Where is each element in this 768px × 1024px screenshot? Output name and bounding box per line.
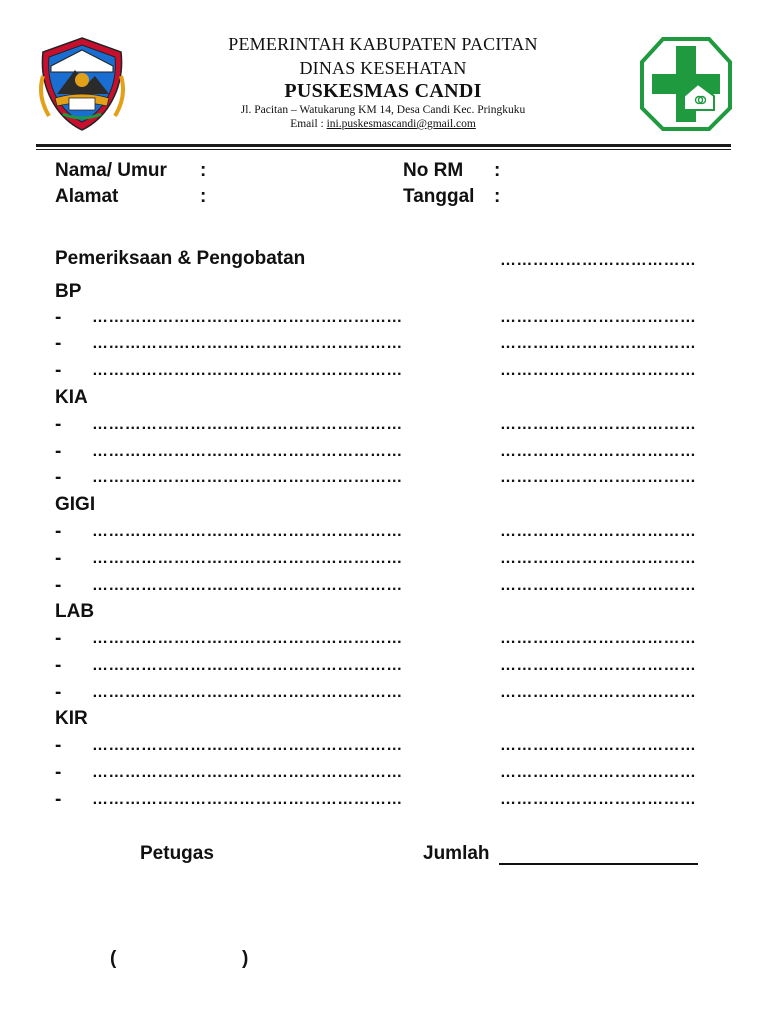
- header-rule-thick: [36, 144, 731, 147]
- kir-row-1-dash: -: [55, 735, 62, 756]
- kia-row-2-item: …………………………………………………: [92, 443, 403, 460]
- kir-row-2-dash: -: [55, 762, 62, 783]
- kir-row-3-dash: -: [55, 789, 62, 810]
- lab-row-1-item: …………………………………………………: [92, 630, 403, 647]
- gigi-row-2-dash: -: [55, 548, 62, 569]
- header-agency: DINAS KESEHATAN: [299, 58, 467, 78]
- lab-row-3-amount: ………………………………: [500, 684, 697, 701]
- gigi-row-3-item: …………………………………………………: [92, 577, 403, 594]
- address-colon: :: [200, 186, 207, 207]
- bp-row-3-amount: ………………………………: [500, 362, 697, 379]
- kia-row-1-dash: -: [55, 414, 62, 435]
- kia-row-1-amount: ………………………………: [500, 416, 697, 433]
- kir-row-3-amount: ………………………………: [500, 791, 697, 808]
- puskesmas-logo-icon: [640, 36, 732, 132]
- lab-row-3-dash: -: [55, 682, 62, 703]
- header-address: Jl. Pacitan – Watukarung KM 14, Desa Candi Kec. Pringkuku: [240, 104, 526, 116]
- exam-title: Pemeriksaan & Pengobatan: [55, 248, 306, 269]
- kia-row-3-dash: -: [55, 467, 62, 488]
- header-rule-thin: [36, 149, 731, 150]
- kir-row-2-item: …………………………………………………: [92, 764, 403, 781]
- bp-row-1-amount: ………………………………: [500, 309, 697, 326]
- header-email-line: [160, 118, 606, 130]
- lab-row-1-dash: -: [55, 628, 62, 649]
- bp-row-3-dash: -: [55, 360, 62, 381]
- bp-row-2-item: …………………………………………………: [92, 335, 403, 352]
- bp-row-2-dash: -: [55, 333, 62, 354]
- kia-row-2-amount: ………………………………: [500, 443, 697, 460]
- jumlah-label: Jumlah: [423, 843, 490, 864]
- kia-row-1-item: …………………………………………………: [92, 416, 403, 433]
- exam-title-dots: ………………………………: [500, 252, 697, 269]
- gigi-row-2-item: …………………………………………………: [92, 550, 403, 567]
- kia-row-2-dash: -: [55, 441, 62, 462]
- gigi-row-1-amount: ………………………………: [500, 523, 697, 540]
- section-kia-heading: KIA: [55, 387, 88, 408]
- section-bp-heading: BP: [55, 281, 82, 302]
- petugas-label: Petugas: [140, 843, 214, 864]
- section-kir-heading: KIR: [55, 708, 88, 729]
- gigi-row-3-amount: ………………………………: [500, 577, 697, 594]
- email-label: Email :: [290, 118, 327, 130]
- kia-row-3-item: …………………………………………………: [92, 469, 403, 486]
- date-label: Tanggal: [403, 186, 475, 207]
- gigi-row-3-dash: -: [55, 575, 62, 596]
- section-gigi-heading: GIGI: [55, 494, 96, 515]
- header-title: PUSKESMAS CANDI: [284, 80, 482, 102]
- kir-row-1-amount: ………………………………: [500, 737, 697, 754]
- gigi-row-2-amount: ………………………………: [500, 550, 697, 567]
- lab-row-2-amount: ………………………………: [500, 657, 697, 674]
- gigi-row-1-dash: -: [55, 521, 62, 542]
- signature-paren-close: ): [242, 948, 249, 969]
- lab-row-2-item: …………………………………………………: [92, 657, 403, 674]
- section-lab-heading: LAB: [55, 601, 95, 622]
- name-age-label: Nama/ Umur: [55, 160, 167, 181]
- rm-number-label: No RM: [403, 160, 464, 181]
- address-label: Alamat: [55, 186, 119, 207]
- lab-row-1-amount: ………………………………: [500, 630, 697, 647]
- kia-row-3-amount: ………………………………: [500, 469, 697, 486]
- jumlah-blank-line: [499, 863, 698, 865]
- lab-row-3-item: …………………………………………………: [92, 684, 403, 701]
- bp-row-1-dash: -: [55, 307, 62, 328]
- kir-row-2-amount: ………………………………: [500, 764, 697, 781]
- kir-row-1-item: …………………………………………………: [92, 737, 403, 754]
- bp-row-2-amount: ………………………………: [500, 335, 697, 352]
- date-colon: :: [494, 186, 501, 207]
- pacitan-emblem-icon: [35, 36, 129, 132]
- gigi-row-1-item: …………………………………………………: [92, 523, 403, 540]
- header-government: PEMERINTAH KABUPATEN PACITAN: [228, 34, 538, 54]
- name-age-colon: :: [200, 160, 207, 181]
- lab-row-2-dash: -: [55, 655, 62, 676]
- email-link[interactable]: ini.puskesmascandi@gmail.com: [326, 118, 476, 130]
- bp-row-1-item: …………………………………………………: [92, 309, 403, 326]
- bp-row-3-item: …………………………………………………: [92, 362, 403, 379]
- kir-row-3-item: …………………………………………………: [92, 791, 403, 808]
- signature-paren-open: (: [110, 948, 117, 969]
- rm-number-colon: :: [494, 160, 501, 181]
